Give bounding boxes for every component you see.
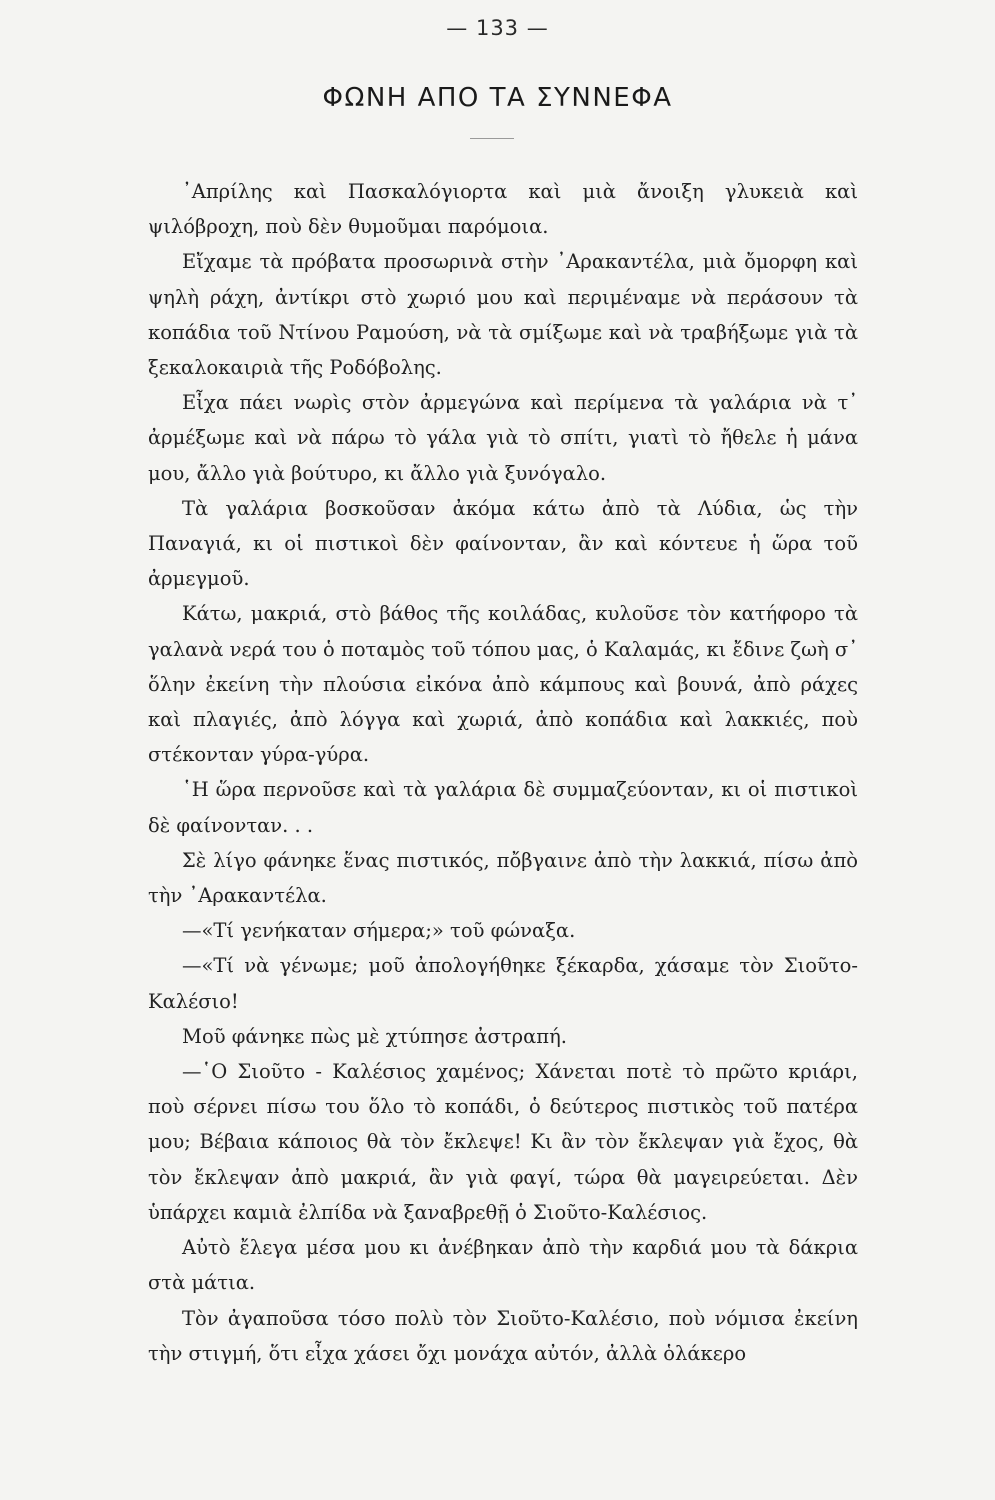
paragraph: —«Τί νὰ γένωμε; μοῦ ἀπολογήθηκε ξέκαρδα, χάσαμε τὸν Σιοῦτο-Καλέσιο!: [148, 954, 858, 1013]
paragraph: —«Τί γενήκαταν σήμερα;» τοῦ φώναξα.: [182, 919, 576, 943]
paragraph: ᾿Απρίλης καὶ Πασκαλόγιορτα καὶ μιὰ ἄνοιξη γλυκειὰ καὶ ψιλόβροχη, ποὺ δὲν θυμοῦμαι παρόμοια.: [148, 180, 858, 239]
paragraph: Αὐτὸ ἔλεγα μέσα μου κι ἀνέβηκαν ἀπὸ τὴν καρδιά μου τὰ δάκρια στὰ μάτια.: [148, 1236, 858, 1295]
chapter-title: ΦΩΝΗ ΑΠΟ ΤΑ ΣΥΝΝΕΦΑ: [322, 83, 673, 113]
paragraph: Σὲ λίγο φάνηκε ἕνας πιστικός, πὄβγαινε ἀπὸ τὴν λακκιά, πίσω ἀπὸ τὴν ᾿Αρακαντέλα.: [148, 848, 858, 908]
paragraph: Τὸν ἀγαποῦσα τόσο πολὺ τὸν Σιοῦτο-Καλέσιο, ποὺ νόμισα ἐκείνη τὴν στιγμή, ὅτι εἶχα χάσει ὄχι μονάχα αὐτόν, ἀλλὰ ὁλάκερο: [148, 1306, 858, 1365]
paragraph: Μοῦ φάνηκε πὼς μὲ χτύπησε ἀστραπή.: [182, 1024, 567, 1048]
paragraph: ῾Η ὥρα περνοῦσε καὶ τὰ γαλάρια δὲ συμμαζεύονταν, κι οἱ πιστικοὶ δὲ φαίνονταν. . .: [148, 778, 858, 837]
paragraph: —῾Ο Σιοῦτο - Καλέσιος χαμένος; Χάνεται ποτὲ τὸ πρῶτο κριάρι, ποὺ σέρνει πίσω του ὅλο τὸ κοπάδι, ὁ δεύτερος πιστικὸς τοῦ πατέρα μου; Βέβαια κάποιος θὰ τὸν ἔκλεψε! Κι ἂν τὸν ἔκλεψαν γιὰ ἔχος, θὰ τὸν ἔκλεψαν ἀπὸ μακριά, ἂν γιὰ φαγί, τώρα θὰ μαγειρεύεται. Δὲν ὑπάρχει καμιὰ ἐλπίδα νὰ ξαναβρεθῇ ὁ Σιοῦτο-Καλέσιος.: [148, 1060, 858, 1224]
paragraph: Κάτω, μακριά, στὸ βάθος τῆς κοιλάδας, κυλοῦσε τὸν κατήφορο τὰ γαλανὰ νερά του ὁ ποταμὸς τοῦ τόπου μας, ὁ Καλαμάς, κι ἔδινε ζωὴ σ᾿ ὅλην ἐκείνη τὴν πλούσια εἰκόνα ἀπὸ κάμπους καὶ βουνά, ἀπὸ ράχες καὶ πλαγιές, ἀπὸ λόγγα καὶ χωριά, ἀπὸ κοπάδια καὶ λακκιές, ποὺ στέκονταν γύρα-γύρα.: [148, 602, 858, 767]
paragraph: Τὰ γαλάρια βοσκοῦσαν ἀκόμα κάτω ἀπὸ τὰ Λύδια, ὡς τὴν Παναγιά, κι οἱ πιστικοὶ δὲν φαίνονταν, ἂν καὶ κόντευε ἡ ὥρα τοῦ ἀρμεγμοῦ.: [148, 496, 858, 591]
page-number: — 133 —: [446, 16, 549, 40]
title-divider: [470, 138, 514, 139]
paragraph: Εἴχαμε τὰ πρόβατα προσωρινὰ στὴν ᾿Αρακαντέλα, μιὰ ὄμορφη καὶ ψηλὴ ράχη, ἀντίκρι στὸ χωριό μου καὶ περιμέναμε νὰ περάσουν τὰ κοπάδια τοῦ Ντίνου Ραμούση, νὰ τὰ σμίξωμε καὶ νὰ τραβήξωμε γιὰ τὰ ξεκαλοκαιριὰ τῆς Ροδόβολης.: [148, 250, 858, 380]
body-text: [148, 174, 858, 1371]
paragraph: Εἶχα πάει νωρὶς στὸν ἀρμεγώνα καὶ περίμενα τὰ γαλάρια νὰ τ᾿ ἀρμέξωμε καὶ νὰ πάρω τὸ γάλα γιὰ τὸ σπίτι, γιατὶ τὸ ἤθελε ἡ μάνα μου, ἄλλο γιὰ βούτυρο, κι ἄλλο γιὰ ξυνόγαλο.: [148, 391, 858, 485]
